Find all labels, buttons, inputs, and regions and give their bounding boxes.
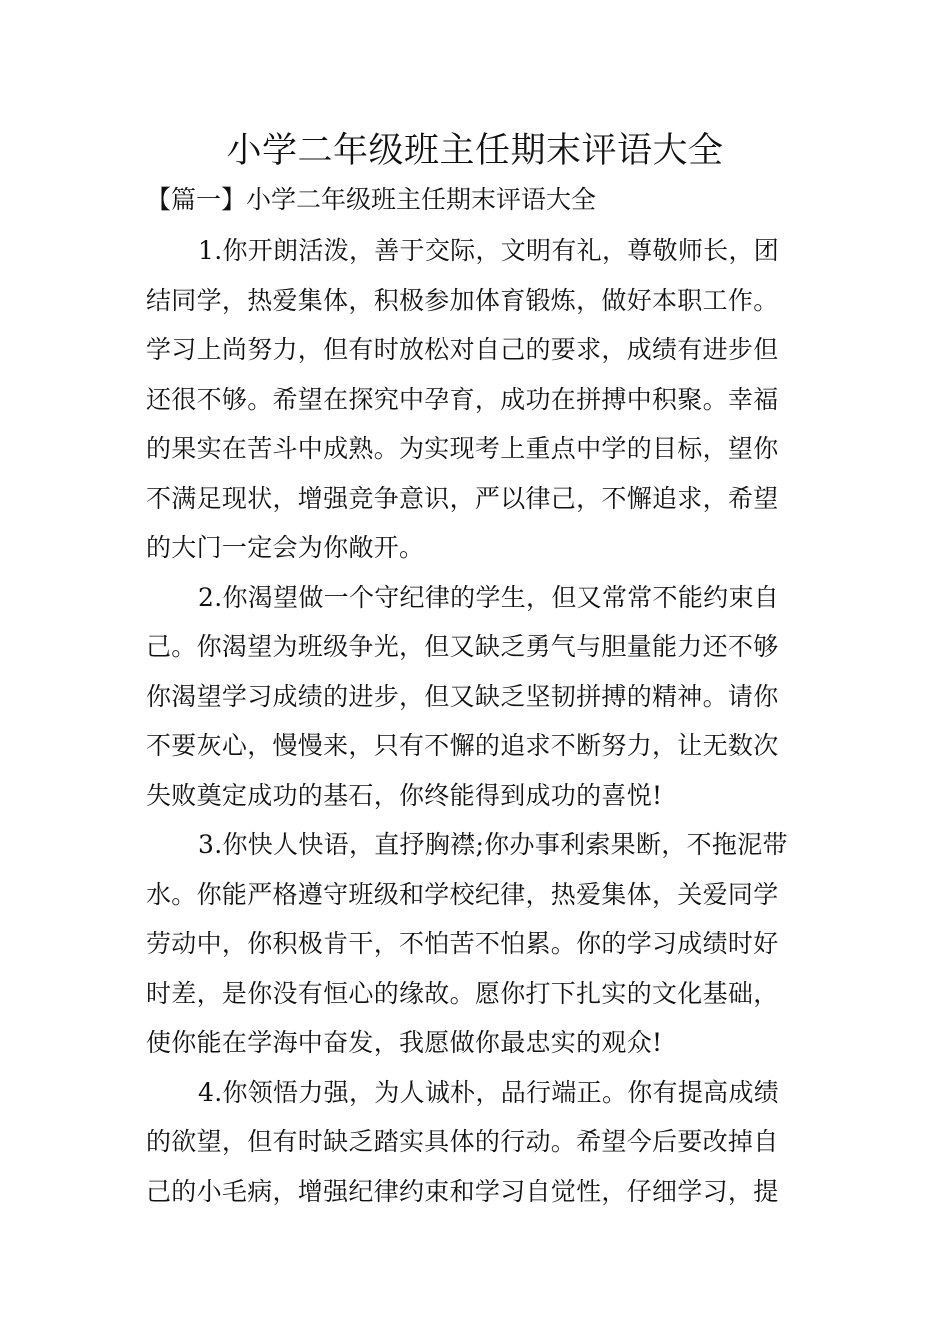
text-line: 己。你渴望为班级争光，但又缺乏勇气与胆量能力还不够 <box>146 632 779 661</box>
paragraph-2 <box>146 573 806 821</box>
section-heading: 【篇一】小学二年级班主任期末评语大全 <box>146 185 597 214</box>
text-line: 不满足现状，增强竞争意识，严以律己，不懈追求，希望 <box>146 483 779 513</box>
document-body <box>146 226 806 1216</box>
text-line: 时差，是你没有恒心的缘故。愿你打下扎实的文化基础， <box>146 978 779 1008</box>
text-line: 己的小毛病，增强纪律约束和学习自觉性，仔细学习，提 <box>146 1176 779 1206</box>
text-line: 劳动中，你积极肯干，不怕苦不怕累。你的学习成绩时好 <box>146 929 779 958</box>
paragraph-4 <box>146 1068 806 1217</box>
document-title: 小学二年级班主任期末评语大全 <box>226 131 724 171</box>
text-line: 使你能在学海中奋发，我愿做你最忠实的观众! <box>146 1028 663 1057</box>
text-line: 失败奠定成功的基石，你终能得到成功的喜悦! <box>146 780 663 810</box>
text-line: 2.你渴望做一个守纪律的学生，但又常常不能约束自 <box>198 582 780 612</box>
text-line: 你渴望学习成绩的进步，但又缺乏坚韧拼搏的精神。请你 <box>146 681 779 711</box>
text-line: 结同学，热爱集体，积极参加体育锻炼，做好本职工作。 <box>146 285 779 315</box>
text-line: 3.你快人快语，直抒胸襟;你办事利索果断，不拖泥带 <box>198 830 788 859</box>
text-line: 的欲望，但有时缺乏踏实具体的行动。希望今后要改掉自 <box>146 1127 779 1156</box>
text-line: 1.你开朗活泼，善于交际，文明有礼，尊敬师长，团 <box>198 236 780 265</box>
text-line: 水。你能严格遵守班级和学校纪律，热爱集体，关爱同学 <box>146 879 779 909</box>
text-line: 不要灰心，慢慢来，只有不懈的追求不断努力，让无数次 <box>146 731 779 760</box>
paragraph-1 <box>146 226 806 573</box>
text-line: 的大门一定会为你敞开。 <box>146 533 425 562</box>
text-line: 4.你领悟力强，为人诚朴，品行端正。你有提高成绩 <box>198 1077 780 1107</box>
paragraph-3 <box>146 820 806 1068</box>
text-line: 的果实在苦斗中成熟。为实现考上重点中学的目标，望你 <box>146 434 779 463</box>
text-line: 学习上尚努力，但有时放松对自己的要求，成绩有进步但 <box>146 335 779 364</box>
text-line: 还很不够。希望在探究中孕育，成功在拼搏中积聚。幸福 <box>146 384 779 414</box>
